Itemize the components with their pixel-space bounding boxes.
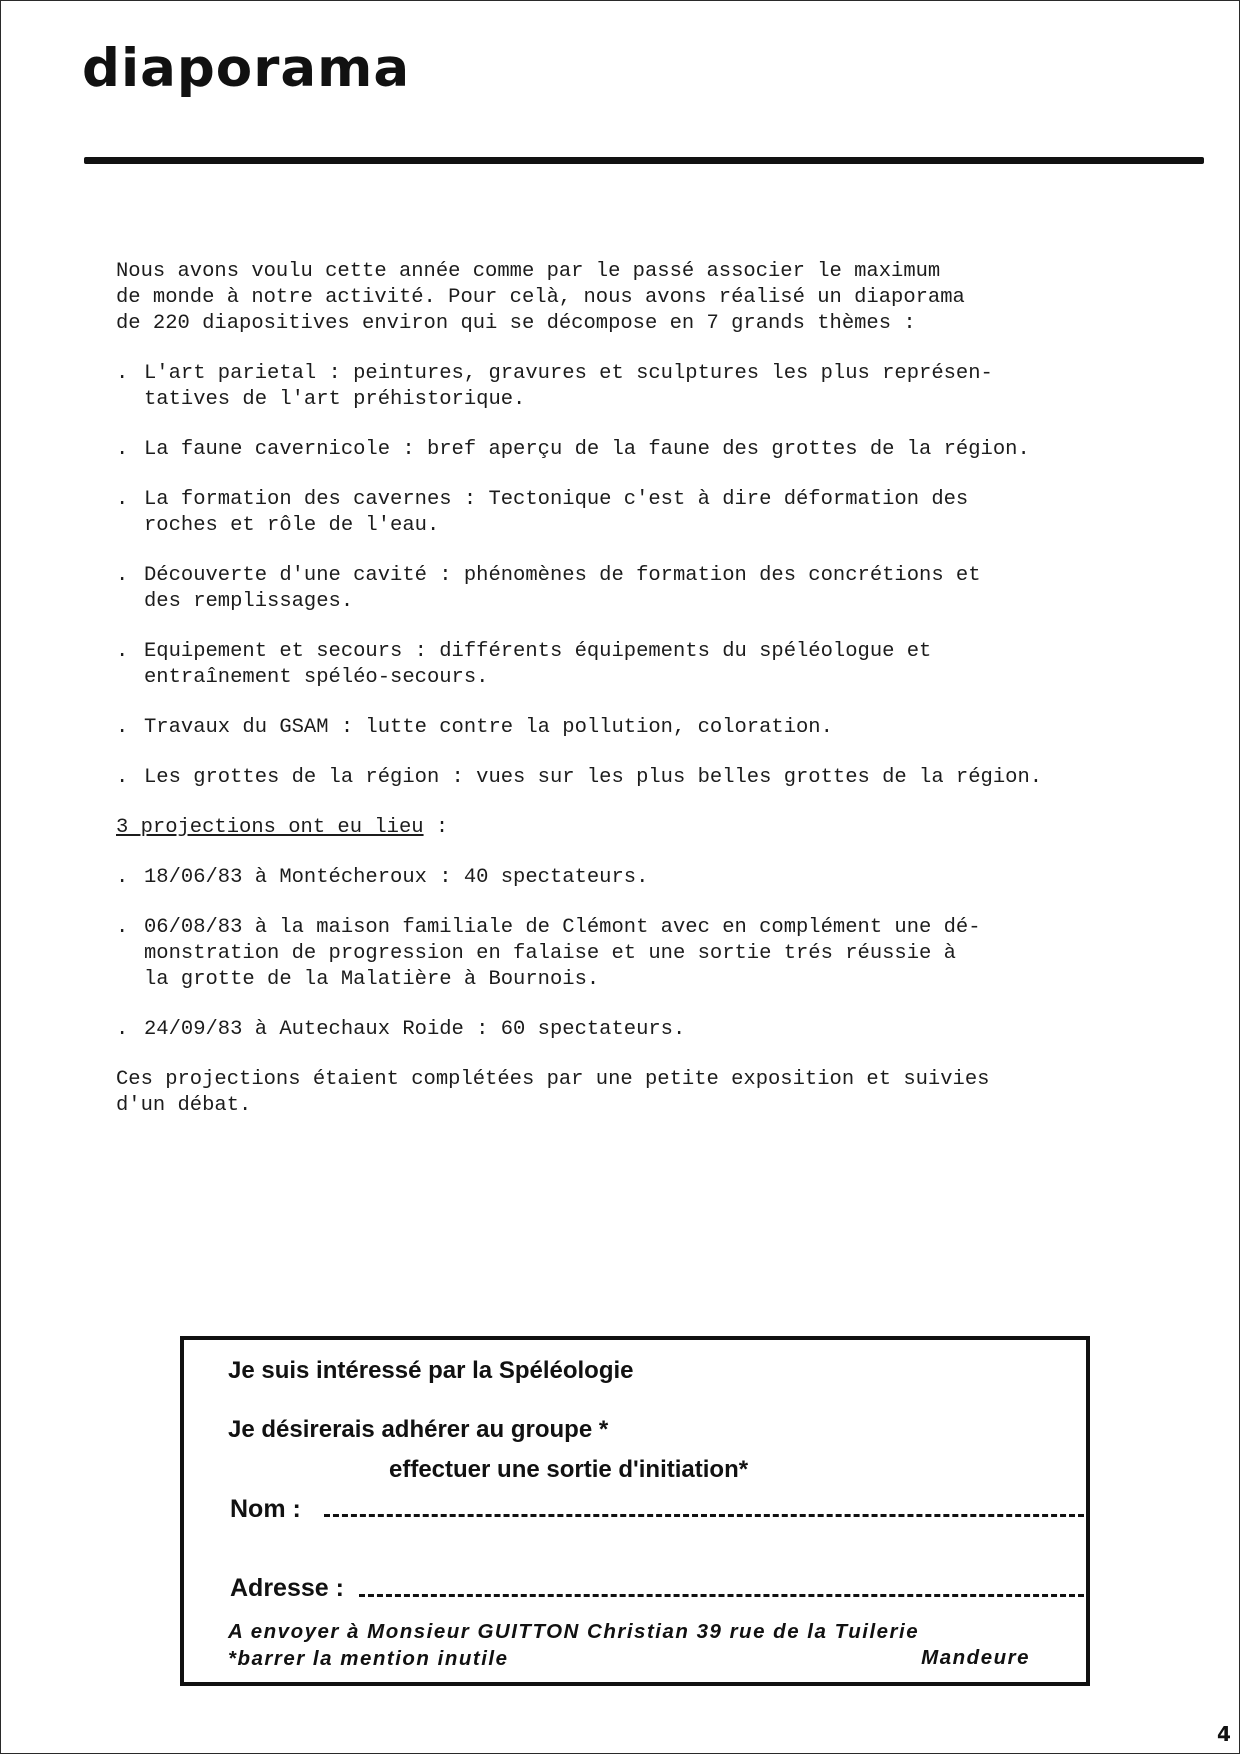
- join-group-option[interactable]: Je désirerais adhérer au groupe *: [228, 1416, 609, 1443]
- article-body: [116, 259, 1076, 1143]
- theme-item: . L'art parietal : peintures, gravures et sculptures les plus représen- tatives de l'art préhistorique.: [116, 362, 993, 411]
- theme-item: . Equipement et secours : différents équipements du spéléologue et entraînement spéléo-secours.: [116, 640, 932, 689]
- footnote: *barrer la mention inutile: [228, 1647, 509, 1670]
- projection-item: . 24/09/83 à Autechaux Roide : 60 spectateurs.: [116, 1018, 686, 1041]
- adresse-label: Adresse :: [230, 1574, 344, 1602]
- theme-item: . Découverte d'une cavité : phénomènes de formation des concrétions et des remplissages.: [116, 564, 981, 613]
- title-rule: [84, 157, 1204, 164]
- send-to-address: A envoyer à Monsieur GUITTON Christian 39 rue de la Tuilerie: [228, 1620, 920, 1643]
- page-title: diaporama: [82, 38, 411, 99]
- theme-item: . Travaux du GSAM : lutte contre la pollution, coloration.: [116, 716, 833, 739]
- membership-form: [180, 1336, 1090, 1686]
- theme-item: . La faune cavernicole : bref aperçu de la faune des grottes de la région.: [116, 438, 1030, 461]
- city: Mandeure: [921, 1646, 1030, 1669]
- page-number: 4: [1217, 1722, 1231, 1746]
- nom-field[interactable]: [324, 1514, 1084, 1517]
- nom-label: Nom :: [230, 1495, 301, 1523]
- closing-paragraph: Ces projections étaient complétées par une petite exposition et suivies d'un débat.: [116, 1068, 990, 1117]
- initiation-option[interactable]: effectuer une sortie d'initiation*: [389, 1456, 749, 1483]
- theme-item: . Les grottes de la région : vues sur les plus belles grottes de la région.: [116, 766, 1043, 789]
- interest-line: Je suis intéressé par la Spéléologie: [228, 1357, 634, 1384]
- theme-item: . La formation des cavernes : Tectonique c'est à dire déformation des roches et rôle de l'eau.: [116, 488, 969, 537]
- intro-paragraph: Nous avons voulu cette année comme par le passé associer le maximum de monde à notre activité. Pour celà, nous avons réalisé un diaporama de 220 diapositives environ qui se décompose en 7 grands thèmes :: [116, 260, 965, 335]
- projection-item: . 06/08/83 à la maison familiale de Clémont avec en complément une dé- monstration de progression en falaise et une sortie trés réussie à la grotte de la Malatière à Bournois.: [116, 916, 981, 991]
- adresse-field[interactable]: [359, 1594, 1084, 1597]
- projections-heading: 3 projections ont eu lieu :: [116, 816, 449, 839]
- projection-item: . 18/06/83 à Montécheroux : 40 spectateurs.: [116, 866, 649, 889]
